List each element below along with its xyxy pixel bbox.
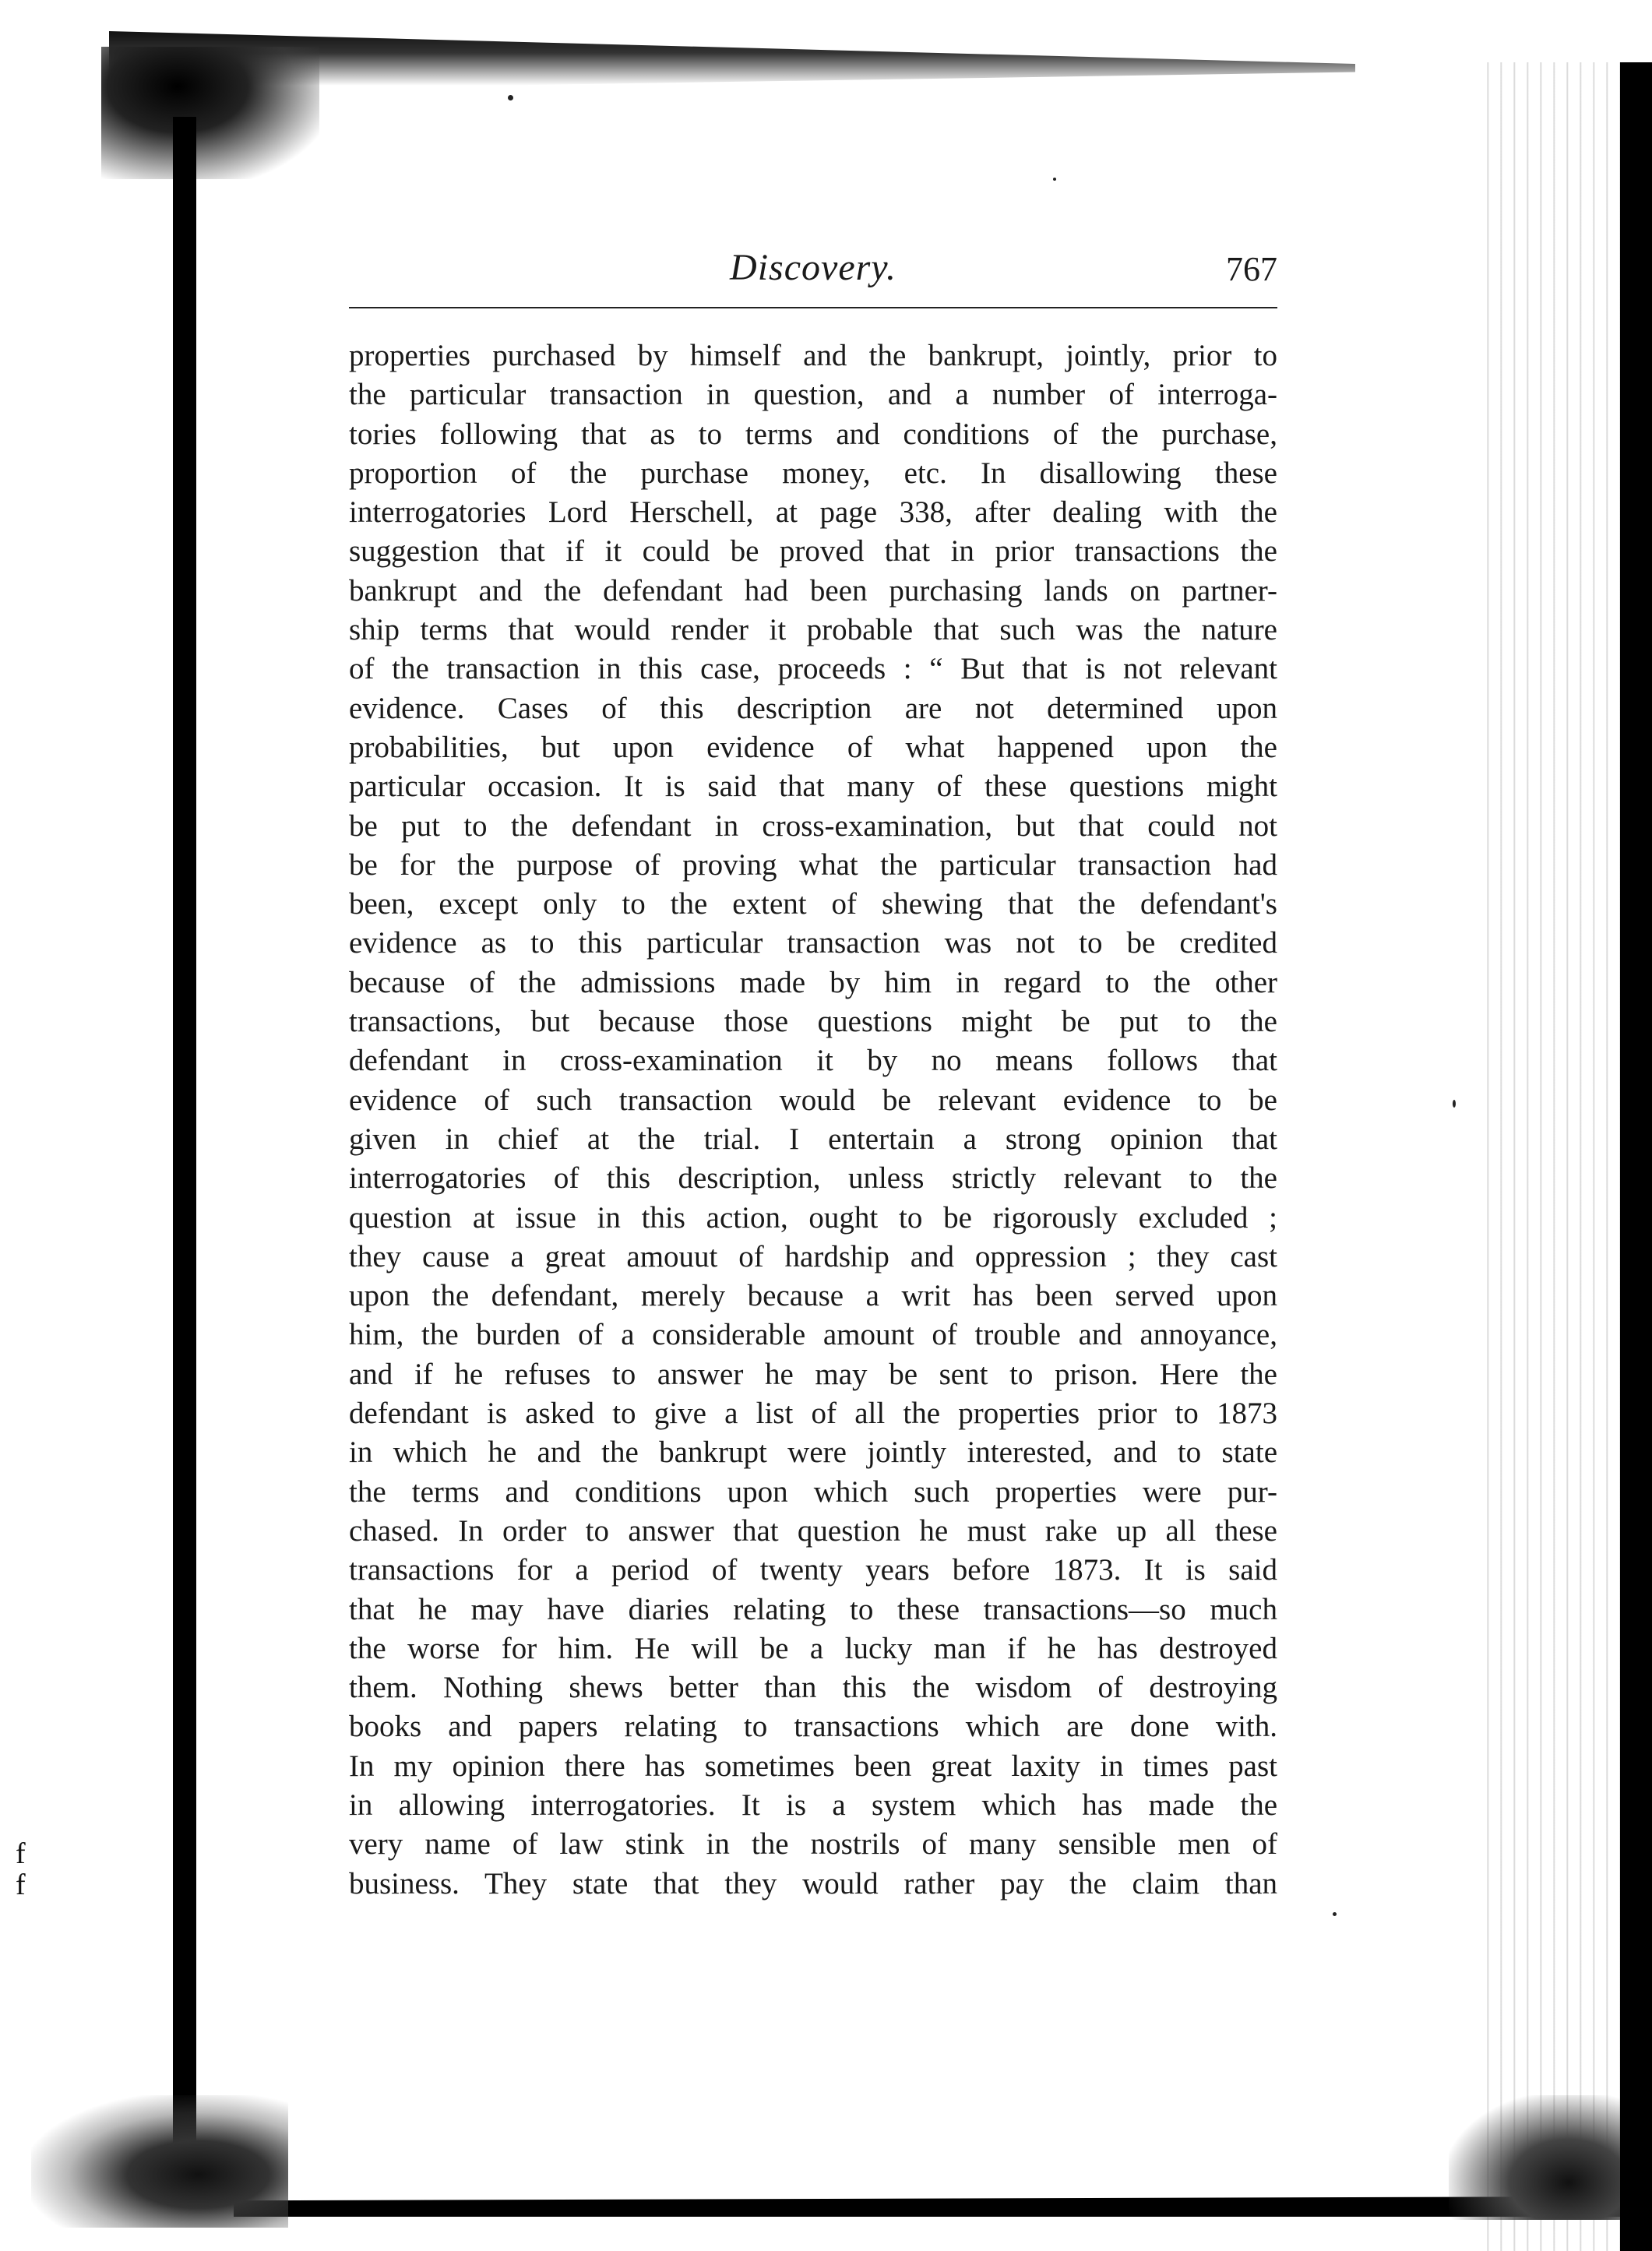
text-line: interrogatories Lord Herschell, at page 338, after dealing with the bbox=[349, 495, 1277, 530]
running-head bbox=[349, 245, 1277, 299]
text-line: evidence of such transaction would be relevant evidence to be bbox=[349, 1083, 1277, 1117]
scan-speck bbox=[1053, 178, 1056, 181]
text-line: probabilities, but upon evidence of what happened upon the bbox=[349, 730, 1277, 764]
text-line: defendant in cross-examination it by no means follows that bbox=[349, 1044, 1277, 1078]
text-line: because of the admissions made by him in regard to the other bbox=[349, 965, 1277, 999]
text-line: the terms and conditions upon which such properties were pur- bbox=[349, 1474, 1277, 1509]
text-line: properties purchased by himself and the bankrupt, jointly, prior to bbox=[349, 339, 1277, 372]
text-line: the worse for him. He will be a lucky man if he has destroyed bbox=[349, 1631, 1277, 1665]
text-line: bankrupt and the defendant had been purchasing lands on partner- bbox=[349, 573, 1277, 608]
text-line: suggestion that if it could be proved that in prior transactions the bbox=[349, 534, 1277, 569]
text-line: interrogatories of this description, unless strictly relevant to the bbox=[349, 1161, 1277, 1196]
text-line: transactions for a period of twenty years before 1873. It is said bbox=[349, 1553, 1277, 1587]
text-line: be put to the defendant in cross-examination, but that could not bbox=[349, 808, 1277, 843]
scan-blot-bottom-left bbox=[31, 2095, 288, 2228]
text-line: ship terms that would render it probable that such was the nature bbox=[349, 613, 1277, 647]
text-line: that he may have diaries relating to these transactions—so much bbox=[349, 1592, 1277, 1626]
scan-blot-bottom-right bbox=[1449, 2095, 1620, 2220]
text-line: transactions, but because those questions might be put to the bbox=[349, 1005, 1277, 1039]
margin-mark: f bbox=[16, 1869, 26, 1901]
scan-edge-left bbox=[173, 117, 196, 2181]
running-title: Discovery. bbox=[730, 247, 896, 288]
text-line: upon the defendant, merely because a writ has been served upon bbox=[349, 1279, 1277, 1313]
text-line: him, the burden of a considerable amount of trouble and annoyance, bbox=[349, 1318, 1277, 1352]
text-line: been, except only to the extent of shewing that the defendant's bbox=[349, 887, 1277, 921]
text-line: defendant is asked to give a list of all the properties prior to 1873 bbox=[349, 1397, 1277, 1431]
margin-mark: f bbox=[16, 1837, 26, 1870]
text-line: and if he refuses to answer he may be sent to prison. Here the bbox=[349, 1357, 1277, 1391]
scan-edge-bottom bbox=[234, 2196, 1620, 2217]
text-line: chased. In order to answer that question he must rake up all these bbox=[349, 1513, 1277, 1548]
text-line: particular occasion. It is said that many of these questions might bbox=[349, 770, 1277, 804]
scan-speckle-right bbox=[1476, 62, 1620, 2251]
text-line: evidence. Cases of this description are not determined upon bbox=[349, 691, 1277, 725]
text-line: tories following that as to terms and conditions of the purchase, bbox=[349, 417, 1277, 451]
margin-marks bbox=[16, 1838, 26, 1900]
scan-speck bbox=[1333, 1912, 1337, 1916]
text-line: the particular transaction in question, and a number of interroga- bbox=[349, 378, 1277, 412]
text-line: in which he and the bankrupt were jointly interested, and to state bbox=[349, 1435, 1277, 1470]
text-line: of the transaction in this case, proceeds : “ But that is not relevant bbox=[349, 652, 1277, 686]
text-line: in allowing interrogatories. It is a system which has made the bbox=[349, 1788, 1277, 1822]
header-rule bbox=[349, 307, 1277, 308]
scan-blot-top-left bbox=[101, 47, 319, 179]
text-line: proportion of the purchase money, etc. In disallowing these bbox=[349, 456, 1277, 490]
text-line: very name of law stink in the nostrils of many sensible men of bbox=[349, 1827, 1277, 1862]
text-line: evidence as to this particular transaction was not to be credited bbox=[349, 926, 1277, 960]
text-line: books and papers relating to transactions which are done with. bbox=[349, 1710, 1277, 1744]
page-number: 767 bbox=[1226, 250, 1277, 288]
body-text bbox=[349, 336, 1277, 1904]
scan-speck bbox=[1453, 1100, 1456, 1108]
text-line: they cause a great amouut of hardship and oppression ; they cast bbox=[349, 1239, 1277, 1273]
text-line: them. Nothing shews better than this the wisdom of destroying bbox=[349, 1671, 1277, 1705]
scan-edge-right bbox=[1620, 62, 1652, 2251]
text-line: business. They state that they would rather pay the claim than bbox=[349, 1866, 1277, 1900]
text-line: given in chief at the trial. I entertain a strong opinion that bbox=[349, 1122, 1277, 1156]
text-line: In my opinion there has sometimes been great laxity in times past bbox=[349, 1749, 1277, 1783]
scan-speck bbox=[508, 95, 513, 100]
text-line: question at issue in this action, ought to be rigorously excluded ; bbox=[349, 1200, 1277, 1235]
text-line: be for the purpose of proving what the particular transaction had bbox=[349, 847, 1277, 882]
